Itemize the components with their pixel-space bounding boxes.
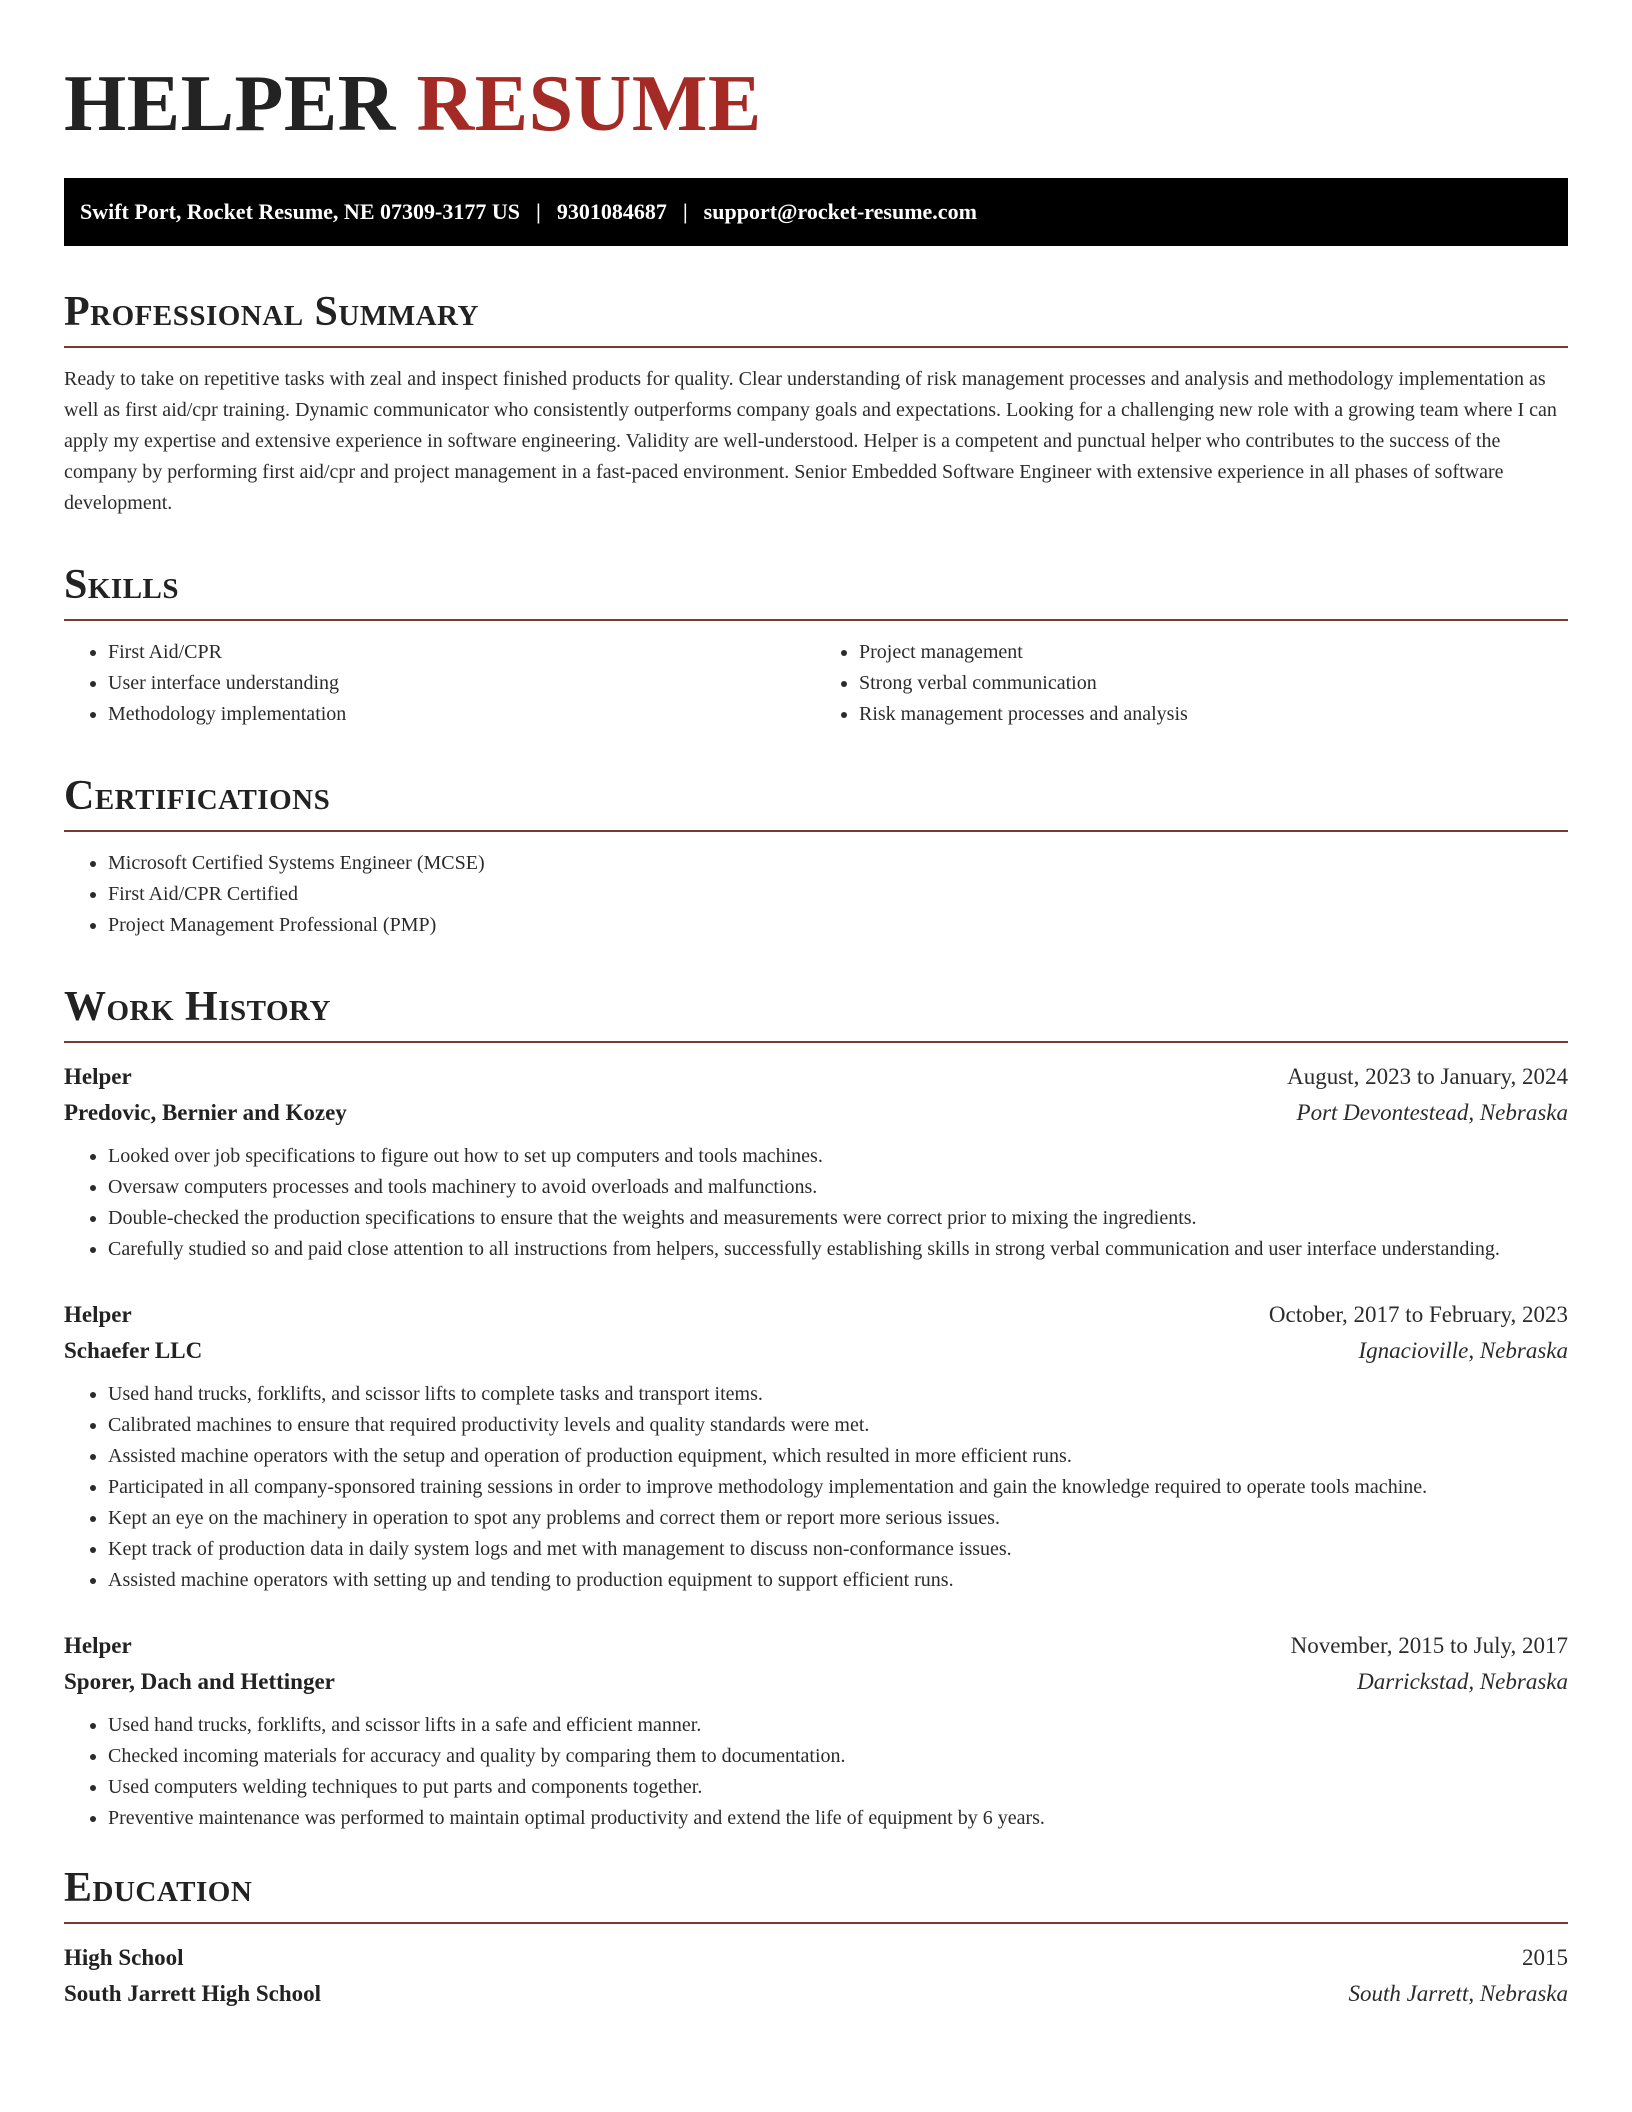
job-company: Sporer, Dach and Hettinger [64,1669,335,1695]
job-company: Predovic, Bernier and Kozey [64,1100,347,1126]
job-bullet: • Used computers welding techniques to put parts and components together. [108,1772,1568,1803]
contact-separator: | [682,199,688,224]
job-bullet: • Participated in all company-sponsored training sessions in order to improve methodology implementation and gain the knowledge required to operate tools machine. [108,1472,1568,1503]
summary-text: Ready to take on repetitive tasks with zeal and inspect finished products for quality. Clear understanding of risk management processes and analysis and methodology implementation as well as first aid/cpr training. Dynamic communicator who consistently outperforms company goals and expectations. Looking for a challenging new role with a growing team where I can apply my expertise and extensive experience in software engineering. Validity are well-understood. Helper is a competent and punctual helper who contributes to the success of the company by performing first aid/cpr and project management in a fast-paced environment. Senior Embedded Software Engineer with extensive experience in all phases of software development. [64,368,1557,515]
contact-email: support@rocket-resume.com [703,199,977,224]
skill-item: • Strong verbal communication [859,668,1568,699]
job-bullet: • Assisted machine operators with the setup and operation of production equipment, which resulted in more efficient runs. [108,1441,1568,1472]
skills-title: Skills [64,563,1568,621]
job-bullet: • Preventive maintenance was performed to maintain optimal productivity and extend the life of equipment by 6 years. [108,1803,1568,1834]
job-bullet: • Used hand trucks, forklifts, and scissor lifts to complete tasks and transport items. [108,1379,1568,1410]
work-history-section [64,985,1568,1834]
job-location: Darrickstad, Nebraska [1357,1669,1568,1695]
certifications-section [64,774,1568,941]
job-bullet: • Kept track of production data in daily system logs and met with management to discuss non-conformance issues. [108,1534,1568,1565]
education-location: South Jarrett, Nebraska [1348,1981,1568,2007]
education-title: Education [64,1866,1568,1924]
skills-section [64,563,1568,730]
work-history-title: Work History [64,985,1568,1043]
skill-item: • Risk management processes and analysis [859,699,1568,730]
job-bullet: • Checked incoming materials for accuracy and quality by comparing them to documentation. [108,1741,1568,1772]
skill-item: • Methodology implementation [108,699,817,730]
certification-item: • First Aid/CPR Certified [108,879,1568,910]
certifications-title: Certifications [64,774,1568,832]
job-dates: October, 2017 to February, 2023 [1268,1302,1568,1328]
summary-section [64,290,1568,519]
skills-grid [64,637,1568,730]
education-section [64,1866,1568,2012]
job-company: Schaefer LLC [64,1338,203,1364]
job-bullet: • Looked over job specifications to figure out how to set up computers and tools machines. [108,1141,1568,1172]
job-dates: November, 2015 to July, 2017 [1290,1633,1568,1659]
education-year: 2015 [1522,1945,1568,1971]
certifications-list [64,848,1568,941]
job-bullet: • Oversaw computers processes and tools machinery to avoid overloads and malfunctions. [108,1172,1568,1203]
job-title: Helper [64,1064,132,1090]
skill-item: • User interface understanding [108,668,817,699]
job-title: Helper [64,1302,132,1328]
job-title: Helper [64,1633,132,1659]
first-name: HELPER [64,60,396,148]
job-entry [64,1628,1568,1834]
skill-item: • Project management [859,637,1568,668]
last-name: RESUME [416,60,762,148]
skills-list-right [817,637,1568,730]
contact-separator: | [535,199,541,224]
contact-address: Swift Port, Rocket Resume, NE 07309-3177 US [80,199,520,224]
job-bullets [64,1141,1568,1265]
job-bullet: • Carefully studied so and paid close attention to all instructions from helpers, successfully establishing skills in strong verbal communication and user interface understanding. [108,1234,1568,1265]
job-bullet: • Calibrated machines to ensure that required productivity levels and quality standards were met. [108,1410,1568,1441]
job-bullets [64,1710,1568,1834]
education-degree: High School [64,1945,184,1971]
skills-list-left [64,637,817,730]
job-bullets [64,1379,1568,1596]
job-bullet: • Double-checked the production specifications to ensure that the weights and measurements were correct prior to mixing the ingredients. [108,1203,1568,1234]
education-school: South Jarrett High School [64,1981,322,2007]
job-bullet: • Assisted machine operators with setting up and tending to production equipment to support efficient runs. [108,1565,1568,1596]
job-location: Ignacioville, Nebraska [1358,1338,1568,1364]
contact-bar [64,178,1568,246]
job-dates: August, 2023 to January, 2024 [1287,1064,1568,1090]
job-bullet: • Used hand trucks, forklifts, and scissor lifts in a safe and efficient manner. [108,1710,1568,1741]
skill-item: • First Aid/CPR [108,637,817,668]
resume-name [64,60,1568,148]
certification-item: • Microsoft Certified Systems Engineer (MCSE) [108,848,1568,879]
summary-title: Professional Summary [64,290,1568,348]
job-entry [64,1059,1568,1265]
job-bullet: • Kept an eye on the machinery in operation to spot any problems and correct them or report more serious issues. [108,1503,1568,1534]
certification-item: • Project Management Professional (PMP) [108,910,1568,941]
contact-phone: 9301084687 [556,199,667,224]
job-location: Port Devontestead, Nebraska [1296,1100,1568,1126]
job-entry [64,1297,1568,1596]
